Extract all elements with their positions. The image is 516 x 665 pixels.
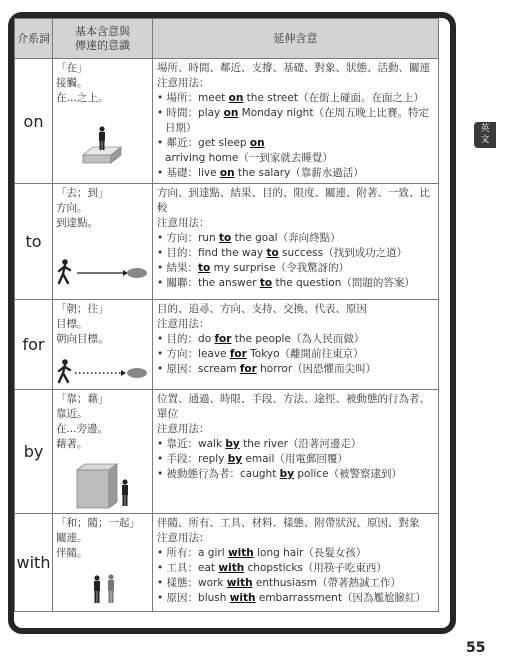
core-meaning-by <box>53 390 153 514</box>
extended-meaning-by <box>153 390 439 514</box>
walking-to-target-illustration <box>57 258 149 288</box>
two-people-together-illustration <box>89 574 123 606</box>
core-line: 朝向目標。 <box>56 333 109 345</box>
core-line: 「和；隨；一起」 <box>56 517 140 529</box>
usage-example: • 關聯：the answer to the question（問題的答案） <box>157 276 434 291</box>
core-line: 伴隨。 <box>56 547 88 559</box>
usage-example: • 靠近：walk by the river（沿著河邊走） <box>157 437 434 452</box>
core-line: 在...旁邊。 <box>56 423 109 435</box>
preposition-for: for <box>15 300 53 390</box>
usage-note-label: 注意用法： <box>157 217 210 229</box>
usage-example: • 結果：to my surprise（令我驚訝的） <box>157 261 434 276</box>
preposition-by: by <box>15 390 53 514</box>
usage-note-label: 注意用法： <box>157 77 210 89</box>
usage-example: • 原因：scream for horror（因恐懼而尖叫） <box>157 362 434 377</box>
core-line: 到達點。 <box>56 217 98 229</box>
core-meaning-on <box>53 59 153 184</box>
core-line: 關連。 <box>56 532 88 544</box>
usage-summary: 目的、追尋、方向、支持、交換、代表、原因 <box>157 303 367 315</box>
usage-example: • 目的：do for the people（為人民而做） <box>157 332 434 347</box>
usage-example: • 基礎：live on the salary（靠薪水過活） <box>157 166 434 181</box>
usage-note-label: 注意用法： <box>157 318 210 330</box>
usage-summary: 伴隨、所有、工具、材料、樣態、附帶狀況、原因、對象 <box>157 517 420 529</box>
header-preposition: 介系詞 <box>15 19 53 59</box>
page-number: 55 <box>466 640 486 656</box>
core-line: 「在」 <box>56 62 88 74</box>
core-line: 「朝；往」 <box>56 303 109 315</box>
usage-example: • 被動態行為者：caught by police（被警察逮到） <box>157 467 434 482</box>
extended-meaning-on <box>153 59 439 184</box>
usage-example: • 鄰近：get sleep on arriving home（一到家就去睡覺） <box>157 136 434 166</box>
core-line: 目標。 <box>56 318 88 330</box>
preposition-on: on <box>15 59 53 184</box>
usage-note-label: 注意用法： <box>157 532 210 544</box>
usage-note-label: 注意用法： <box>157 423 210 435</box>
person-beside-box-illustration <box>75 462 135 510</box>
usage-summary: 方向、到達點、結果、目的、限度、關連、附著、一致、比較 <box>157 187 430 214</box>
usage-example: • 原因：blush with embarrassment（因為尷尬臉紅） <box>157 591 434 606</box>
table-row <box>15 184 439 300</box>
core-meaning-with <box>53 514 153 612</box>
section-tab-english: 英 文 <box>474 122 496 148</box>
table-row <box>15 59 439 184</box>
header-extended-meaning: 延伸含意 <box>153 19 439 59</box>
core-line: 接觸。 <box>56 77 88 89</box>
usage-example: • 場所：meet on the street（在街上碰面。在面之上） <box>157 91 434 106</box>
preposition-table <box>14 18 439 612</box>
core-line: 「靠；藉」 <box>56 393 109 405</box>
core-meaning-to <box>53 184 153 300</box>
preposition-to: to <box>15 184 53 300</box>
usage-example: • 方向：leave for Tokyo（離開前往東京） <box>157 347 434 362</box>
person-on-platform-illustration <box>81 125 125 169</box>
usage-summary: 位置、通過、時限、手段、方法、途徑、被動態的行為者、單位 <box>157 393 430 420</box>
core-meaning-for <box>53 300 153 390</box>
core-line: 在…之上。 <box>56 92 109 104</box>
core-line: 靠近。 <box>56 408 88 420</box>
usage-example: • 時間：play on Monday night（在周五晚上比賽。特定日期） <box>157 106 434 136</box>
usage-example: • 所有：a girl with long hair（長髮女孩） <box>157 546 434 561</box>
table-row <box>15 300 439 390</box>
extended-meaning-to <box>153 184 439 300</box>
table-row <box>15 390 439 514</box>
extended-meaning-for <box>153 300 439 390</box>
usage-example: • 工具：eat with chopsticks（用筷子吃東西） <box>157 561 434 576</box>
usage-example: • 方向：run to the goal（奔向終點） <box>157 231 434 246</box>
extended-meaning-with <box>153 514 439 612</box>
table-row <box>15 514 439 612</box>
header-core-meaning: 基本含意與 傳達的意識 <box>53 19 153 59</box>
core-line: 方向。 <box>56 202 88 214</box>
core-line: 「去；到」 <box>56 187 109 199</box>
usage-example: • 目的：find the way to success（找到成功之道） <box>157 246 434 261</box>
usage-example: • 手段：reply by email（用電郵回覆） <box>157 452 434 467</box>
core-line: 藉著。 <box>56 438 88 450</box>
walking-toward-goal-illustration <box>57 358 149 386</box>
usage-example: • 樣態：work with enthusiasm（帶著熱誠工作） <box>157 576 434 591</box>
preposition-with: with <box>15 514 53 612</box>
usage-summary: 場所、時間、鄰近、支撐、基礎、對象、狀態、活動、關連 <box>157 62 430 74</box>
